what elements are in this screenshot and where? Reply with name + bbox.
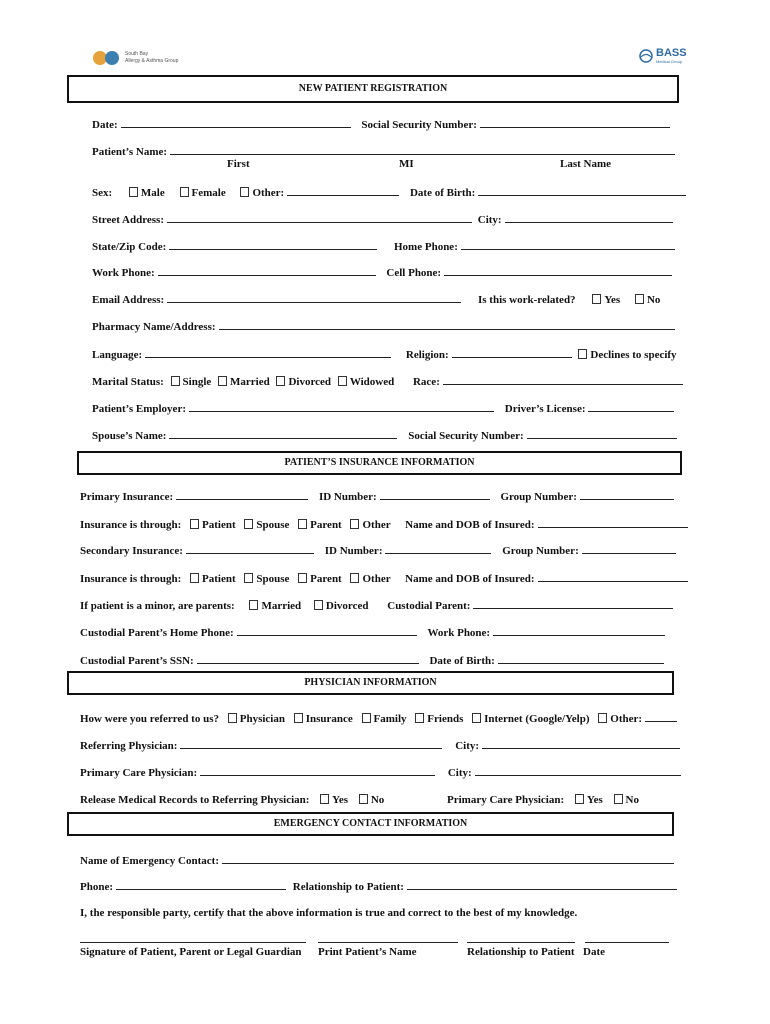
pcp-field[interactable] xyxy=(200,766,435,776)
date-field[interactable] xyxy=(121,118,351,128)
certification-statement: I, the responsible party, certify that the above information is true and correct to the best of my knowledge. xyxy=(80,907,578,919)
checkbox-secondary-other[interactable] xyxy=(350,573,359,583)
label-last-name: Last Name xyxy=(560,158,612,170)
checkbox-ref-physician[interactable] xyxy=(228,713,237,723)
row-marital: Marital Status: Single Married Divorced Widowed Race: xyxy=(92,375,683,388)
row-pcp: Primary Care Physician: City: xyxy=(80,766,681,779)
home-phone-field[interactable] xyxy=(461,240,675,250)
bass-logo xyxy=(638,48,687,64)
checkbox-primary-spouse[interactable] xyxy=(244,519,253,529)
row-custodial-ssn: Custodial Parent’s SSN: Date of Birth: xyxy=(80,654,664,667)
row-employer: Patient’s Employer: Driver’s License: xyxy=(92,402,674,415)
practice-logo xyxy=(92,46,178,70)
row-language: Language: Religion: Declines to specify xyxy=(92,349,677,361)
relationship-line[interactable] xyxy=(467,942,575,943)
statezip-field[interactable] xyxy=(169,240,377,250)
primary-insured-field[interactable] xyxy=(538,518,688,528)
checkbox-female[interactable] xyxy=(180,187,189,197)
checkbox-declines[interactable] xyxy=(578,349,587,359)
bass-logo-text: BASS xyxy=(656,47,687,59)
row-release: Release Medical Records to Referring Physician: Yes No Primary Care Physician: Yes No xyxy=(80,794,639,806)
checkbox-primary-other[interactable] xyxy=(350,519,359,529)
row-date: Date: Social Security Number: xyxy=(92,118,670,131)
secondary-insurance-field[interactable] xyxy=(186,544,314,554)
row-street: Street Address: City: xyxy=(92,213,673,226)
checkbox-ref-internet[interactable] xyxy=(472,713,481,723)
insurance-section-title: PATIENT’S INSURANCE INFORMATION xyxy=(77,451,682,475)
checkbox-secondary-parent[interactable] xyxy=(298,573,307,583)
custodial-work-phone-field[interactable] xyxy=(493,626,665,636)
secondary-group-field[interactable] xyxy=(582,544,676,554)
checkbox-secondary-spouse[interactable] xyxy=(244,573,253,583)
date-line[interactable] xyxy=(585,942,669,943)
emergency-relationship-field[interactable] xyxy=(407,880,677,890)
row-primary-insurance: Primary Insurance: ID Number: Group Number: xyxy=(80,490,674,503)
physician-section-title: PHYSICIAN INFORMATION xyxy=(67,671,674,695)
spouse-name-field[interactable] xyxy=(169,429,397,439)
checkbox-ref-family[interactable] xyxy=(362,713,371,723)
checkbox-ref-other[interactable] xyxy=(598,713,607,723)
patient-name-field[interactable] xyxy=(170,145,675,155)
signature-line[interactable] xyxy=(80,942,306,943)
emergency-section-title: EMERGENCY CONTACT INFORMATION xyxy=(67,812,674,836)
emergency-name-field[interactable] xyxy=(222,854,674,864)
checkbox-single[interactable] xyxy=(171,376,180,386)
secondary-insured-field[interactable] xyxy=(538,572,688,582)
row-pharmacy: Pharmacy Name/Address: xyxy=(92,320,675,333)
checkbox-primary-parent[interactable] xyxy=(298,519,307,529)
primary-insurance-field[interactable] xyxy=(176,490,308,500)
row-sex: Sex: Male Female Other: Date of Birth: xyxy=(92,186,686,199)
referring-physician-field[interactable] xyxy=(180,739,442,749)
label-first: First xyxy=(227,158,250,170)
checkbox-pcp-yes[interactable] xyxy=(575,794,584,804)
page-title: NEW PATIENT REGISTRATION xyxy=(67,75,679,103)
checkbox-work-yes[interactable] xyxy=(592,294,601,304)
referring-city-field[interactable] xyxy=(482,739,680,749)
row-secondary-through: Insurance is through: Patient Spouse Parent Other Name and DOB of Insured: xyxy=(80,572,688,585)
label-mi: MI xyxy=(399,158,414,170)
label-signature: Signature of Patient, Parent or Legal Guardian xyxy=(80,946,302,958)
row-spouse: Spouse’s Name: Social Security Number: xyxy=(92,429,677,442)
ssn-field[interactable] xyxy=(480,118,670,128)
custodial-ssn-field[interactable] xyxy=(197,654,419,664)
row-minor: If patient is a minor, are parents: Married Divorced Custodial Parent: xyxy=(80,599,673,612)
logo-line-1: South Bay xyxy=(125,51,149,57)
checkbox-primary-patient[interactable] xyxy=(190,519,199,529)
row-referring: Referring Physician: City: xyxy=(80,739,680,752)
row-email: Email Address: Is this work-related? Yes No xyxy=(92,294,661,306)
work-phone-field[interactable] xyxy=(158,266,376,276)
custodial-parent-field[interactable] xyxy=(473,599,673,609)
checkbox-widowed[interactable] xyxy=(338,376,347,386)
language-field[interactable] xyxy=(145,348,391,358)
spouse-ssn-field[interactable] xyxy=(527,429,677,439)
sex-other-field[interactable] xyxy=(287,186,399,196)
primary-group-field[interactable] xyxy=(580,490,674,500)
logo-line-2: Allergy & Asthma Group xyxy=(125,58,179,64)
checkbox-secondary-patient[interactable] xyxy=(190,573,199,583)
checkbox-release-no[interactable] xyxy=(359,794,368,804)
label-relationship: Relationship to Patient xyxy=(467,946,575,958)
pcp-city-field[interactable] xyxy=(475,766,681,776)
row-work-phone: Work Phone: Cell Phone: xyxy=(92,266,672,279)
secondary-id-field[interactable] xyxy=(385,544,491,554)
pharmacy-field[interactable] xyxy=(219,320,675,330)
checkbox-ref-friends[interactable] xyxy=(415,713,424,723)
row-primary-through: Insurance is through: Patient Spouse Parent Other Name and DOB of Insured: xyxy=(80,518,688,531)
custodial-home-phone-field[interactable] xyxy=(237,626,417,636)
bass-logo-sub: Medical Group xyxy=(656,59,683,64)
checkbox-male[interactable] xyxy=(129,187,138,197)
checkbox-ref-insurance[interactable] xyxy=(294,713,303,723)
row-custodial-phone: Custodial Parent’s Home Phone: Work Phone: xyxy=(80,626,665,639)
row-patient-name: Patient’s Name: xyxy=(92,145,675,158)
custodial-dob-field[interactable] xyxy=(498,654,664,664)
primary-id-field[interactable] xyxy=(380,490,490,500)
label-print-name: Print Patient’s Name xyxy=(318,946,417,958)
checkbox-married[interactable] xyxy=(218,376,227,386)
row-referred: How were you referred to us? Physician Insurance Family Friends Internet (Google/Yelp) Other: xyxy=(80,712,677,725)
emergency-phone-field[interactable] xyxy=(116,880,286,890)
print-name-line[interactable] xyxy=(318,942,458,943)
religion-field[interactable] xyxy=(452,348,572,358)
row-secondary-insurance: Secondary Insurance: ID Number: Group Number: xyxy=(80,544,676,557)
checkbox-other[interactable] xyxy=(240,187,249,197)
label-date: Date xyxy=(583,946,605,958)
bass-logo-icon xyxy=(638,49,654,63)
street-field[interactable] xyxy=(167,213,472,223)
email-field[interactable] xyxy=(167,293,461,303)
ref-other-field[interactable] xyxy=(645,712,677,722)
cell-phone-field[interactable] xyxy=(444,266,672,276)
sb-logo-icon xyxy=(92,46,122,70)
checkbox-pcp-no[interactable] xyxy=(614,794,623,804)
race-field[interactable] xyxy=(443,375,683,385)
checkbox-parents-divorced[interactable] xyxy=(314,600,323,610)
license-field[interactable] xyxy=(588,402,674,412)
row-emergency-phone: Phone: Relationship to Patient: xyxy=(80,880,677,893)
checkbox-work-no[interactable] xyxy=(635,294,644,304)
employer-field[interactable] xyxy=(189,402,494,412)
checkbox-divorced[interactable] xyxy=(276,376,285,386)
dob-field[interactable] xyxy=(478,186,686,196)
checkbox-release-yes[interactable] xyxy=(320,794,329,804)
row-statezip: State/Zip Code: Home Phone: xyxy=(92,240,675,253)
checkbox-parents-married[interactable] xyxy=(249,600,258,610)
row-emergency-name: Name of Emergency Contact: xyxy=(80,854,674,867)
city-field[interactable] xyxy=(505,213,673,223)
